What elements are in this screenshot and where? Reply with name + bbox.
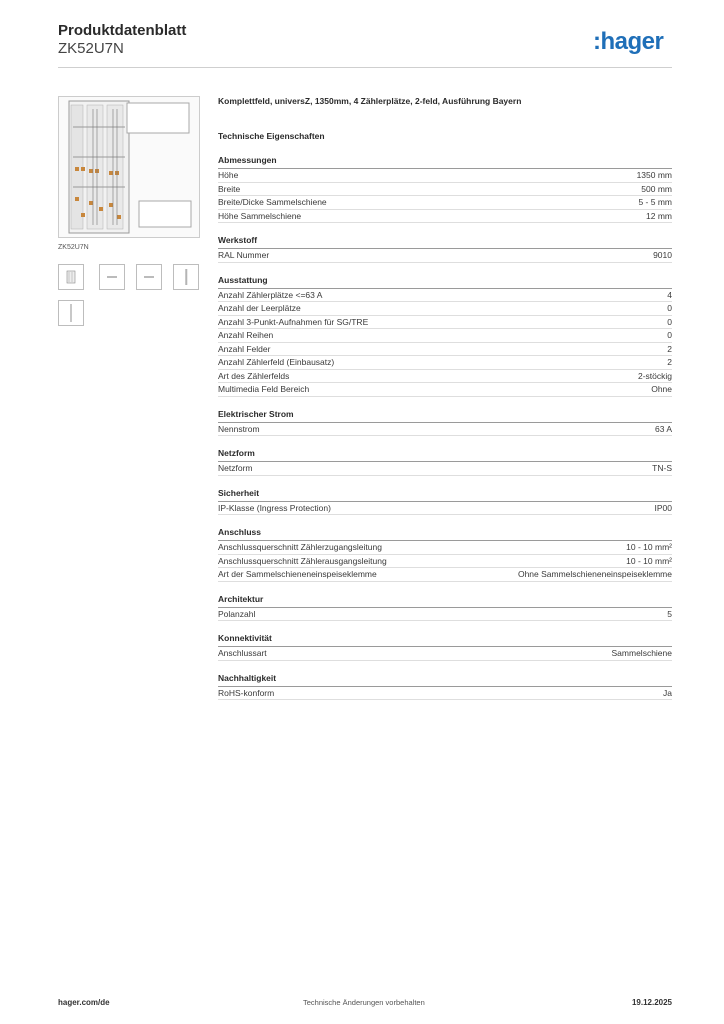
section-title: Abmessungen bbox=[218, 155, 672, 169]
header-divider bbox=[58, 67, 672, 68]
property-value: 2 bbox=[667, 343, 672, 354]
property-row bbox=[218, 647, 672, 661]
property-value: 12 mm bbox=[646, 210, 672, 221]
property-label: Höhe bbox=[218, 170, 239, 180]
property-label: Anzahl 3-Punkt-Aufnahmen für SG/TRE bbox=[218, 316, 369, 327]
property-value: 10 - 10 mm² bbox=[626, 555, 672, 566]
product-image bbox=[58, 96, 200, 238]
thumbnail-dash-1[interactable] bbox=[99, 264, 125, 290]
image-caption: ZK52U7N bbox=[58, 244, 89, 251]
property-label: Art der Sammelschieneneinspeiseklemme bbox=[218, 569, 377, 579]
property-label: Polanzahl bbox=[218, 608, 256, 619]
footer-notice: Technische Änderungen vorbehalten bbox=[303, 998, 425, 1007]
property-label: Art des Zählerfelds bbox=[218, 370, 290, 381]
property-row bbox=[218, 687, 672, 701]
property-label: Anschlussart bbox=[218, 648, 267, 658]
property-row bbox=[218, 423, 672, 437]
property-value: 1350 mm bbox=[636, 170, 672, 180]
product-drawing bbox=[59, 97, 199, 237]
property-value: 0 bbox=[667, 330, 672, 340]
property-section bbox=[218, 488, 672, 516]
property-section bbox=[218, 155, 672, 223]
property-row bbox=[218, 183, 672, 197]
thumbnail-dash-icon bbox=[137, 265, 161, 289]
property-row bbox=[218, 196, 672, 210]
property-row bbox=[218, 356, 672, 370]
property-label: Multimedia Feld Bereich bbox=[218, 384, 310, 394]
property-row bbox=[218, 329, 672, 343]
property-row bbox=[218, 462, 672, 476]
section-title: Nachhaltigkeit bbox=[218, 673, 672, 687]
thumbnail-dash-icon bbox=[100, 265, 124, 289]
property-section bbox=[218, 633, 672, 661]
section-title: Werkstoff bbox=[218, 235, 672, 249]
thumbnail-dash-2[interactable] bbox=[136, 264, 162, 290]
property-value: IP00 bbox=[654, 502, 672, 513]
hager-logo bbox=[593, 27, 673, 57]
property-label: Anzahl Felder bbox=[218, 343, 271, 354]
property-row bbox=[218, 249, 672, 263]
property-row bbox=[218, 568, 672, 582]
property-value: 5 - 5 mm bbox=[638, 197, 672, 207]
property-value: Ohne Sammelschieneneinspeiseklemme bbox=[517, 569, 672, 579]
property-section bbox=[218, 527, 672, 582]
property-value: Ohne bbox=[651, 384, 672, 394]
property-section bbox=[218, 594, 672, 622]
property-value: Sammelschiene bbox=[611, 648, 672, 658]
property-value: 2-stöckig bbox=[637, 370, 672, 381]
property-label: IP-Klasse (Ingress Protection) bbox=[218, 502, 331, 513]
section-title: Konnektivität bbox=[218, 633, 672, 647]
property-value: 0 bbox=[667, 303, 672, 313]
property-value: 63 A bbox=[654, 423, 672, 434]
properties-sections bbox=[218, 155, 672, 700]
section-title: Sicherheit bbox=[218, 488, 672, 502]
property-value: 5 bbox=[667, 608, 672, 619]
property-row bbox=[218, 210, 672, 224]
property-label: RoHS-konform bbox=[218, 687, 275, 698]
page-title: Produktdatenblatt bbox=[58, 22, 187, 39]
property-label: Anzahl der Leerplätze bbox=[218, 303, 301, 313]
technical-properties-heading: Technische Eigenschaften bbox=[218, 131, 325, 141]
property-row bbox=[218, 169, 672, 183]
thumbnail-side-icon bbox=[174, 265, 198, 289]
section-title: Architektur bbox=[218, 594, 672, 608]
thumbnail-front-icon bbox=[59, 265, 83, 289]
product-description: Komplettfeld, universZ, 1350mm, 4 Zählerplätze, 2-feld, Ausführung Bayern bbox=[218, 96, 522, 106]
datasheet-content bbox=[218, 95, 672, 700]
property-section bbox=[218, 235, 672, 263]
property-row bbox=[218, 608, 672, 622]
property-value: Ja bbox=[663, 687, 672, 698]
property-row bbox=[218, 370, 672, 384]
property-value: 2 bbox=[667, 357, 672, 367]
property-row bbox=[218, 383, 672, 397]
property-value: 10 - 10 mm² bbox=[626, 542, 672, 552]
section-title: Ausstattung bbox=[218, 275, 672, 289]
property-value: TN-S bbox=[652, 463, 672, 473]
property-label: Netzform bbox=[218, 463, 253, 473]
property-row bbox=[218, 343, 672, 357]
property-label: RAL Nummer bbox=[218, 250, 270, 260]
section-title: Anschluss bbox=[218, 527, 672, 541]
hager-logo-text: :hager bbox=[593, 28, 664, 55]
property-label: Anschlussquerschnitt Zählerausgangsleitung bbox=[218, 555, 387, 566]
property-label: Breite/Dicke Sammelschiene bbox=[218, 197, 327, 207]
property-section bbox=[218, 448, 672, 476]
footer-website[interactable]: hager.com/de bbox=[58, 998, 110, 1007]
section-title: Elektrischer Strom bbox=[218, 409, 672, 423]
property-label: Anzahl Reihen bbox=[218, 330, 274, 340]
thumbnail-side-icon bbox=[59, 301, 83, 325]
property-section bbox=[218, 673, 672, 701]
thumbnail-front[interactable] bbox=[58, 264, 84, 290]
property-value: 500 mm bbox=[641, 183, 672, 194]
property-row bbox=[218, 502, 672, 516]
property-row bbox=[218, 316, 672, 330]
property-label: Breite bbox=[218, 183, 241, 194]
property-row bbox=[218, 302, 672, 316]
property-value: 9010 bbox=[653, 250, 672, 260]
property-label: Anzahl Zählerplätze <=63 A bbox=[218, 289, 323, 300]
property-section bbox=[218, 409, 672, 437]
article-number: ZK52U7N bbox=[58, 40, 124, 57]
property-row bbox=[218, 555, 672, 569]
section-title: Netzform bbox=[218, 448, 672, 462]
footer-date: 19.12.2025 bbox=[631, 998, 672, 1007]
property-value: 0 bbox=[667, 316, 672, 327]
thumbnail-side-1[interactable] bbox=[173, 264, 199, 290]
property-label: Höhe Sammelschiene bbox=[218, 210, 302, 221]
property-section bbox=[218, 275, 672, 397]
property-row bbox=[218, 289, 672, 303]
property-row bbox=[218, 541, 672, 555]
property-value: 4 bbox=[667, 289, 672, 300]
property-label: Nennstrom bbox=[218, 423, 260, 434]
property-label: Anschlussquerschnitt Zählerzugangsleitung bbox=[218, 542, 382, 552]
property-label: Anzahl Zählerfeld (Einbausatz) bbox=[218, 357, 335, 367]
thumbnail-side-2[interactable] bbox=[58, 300, 84, 326]
